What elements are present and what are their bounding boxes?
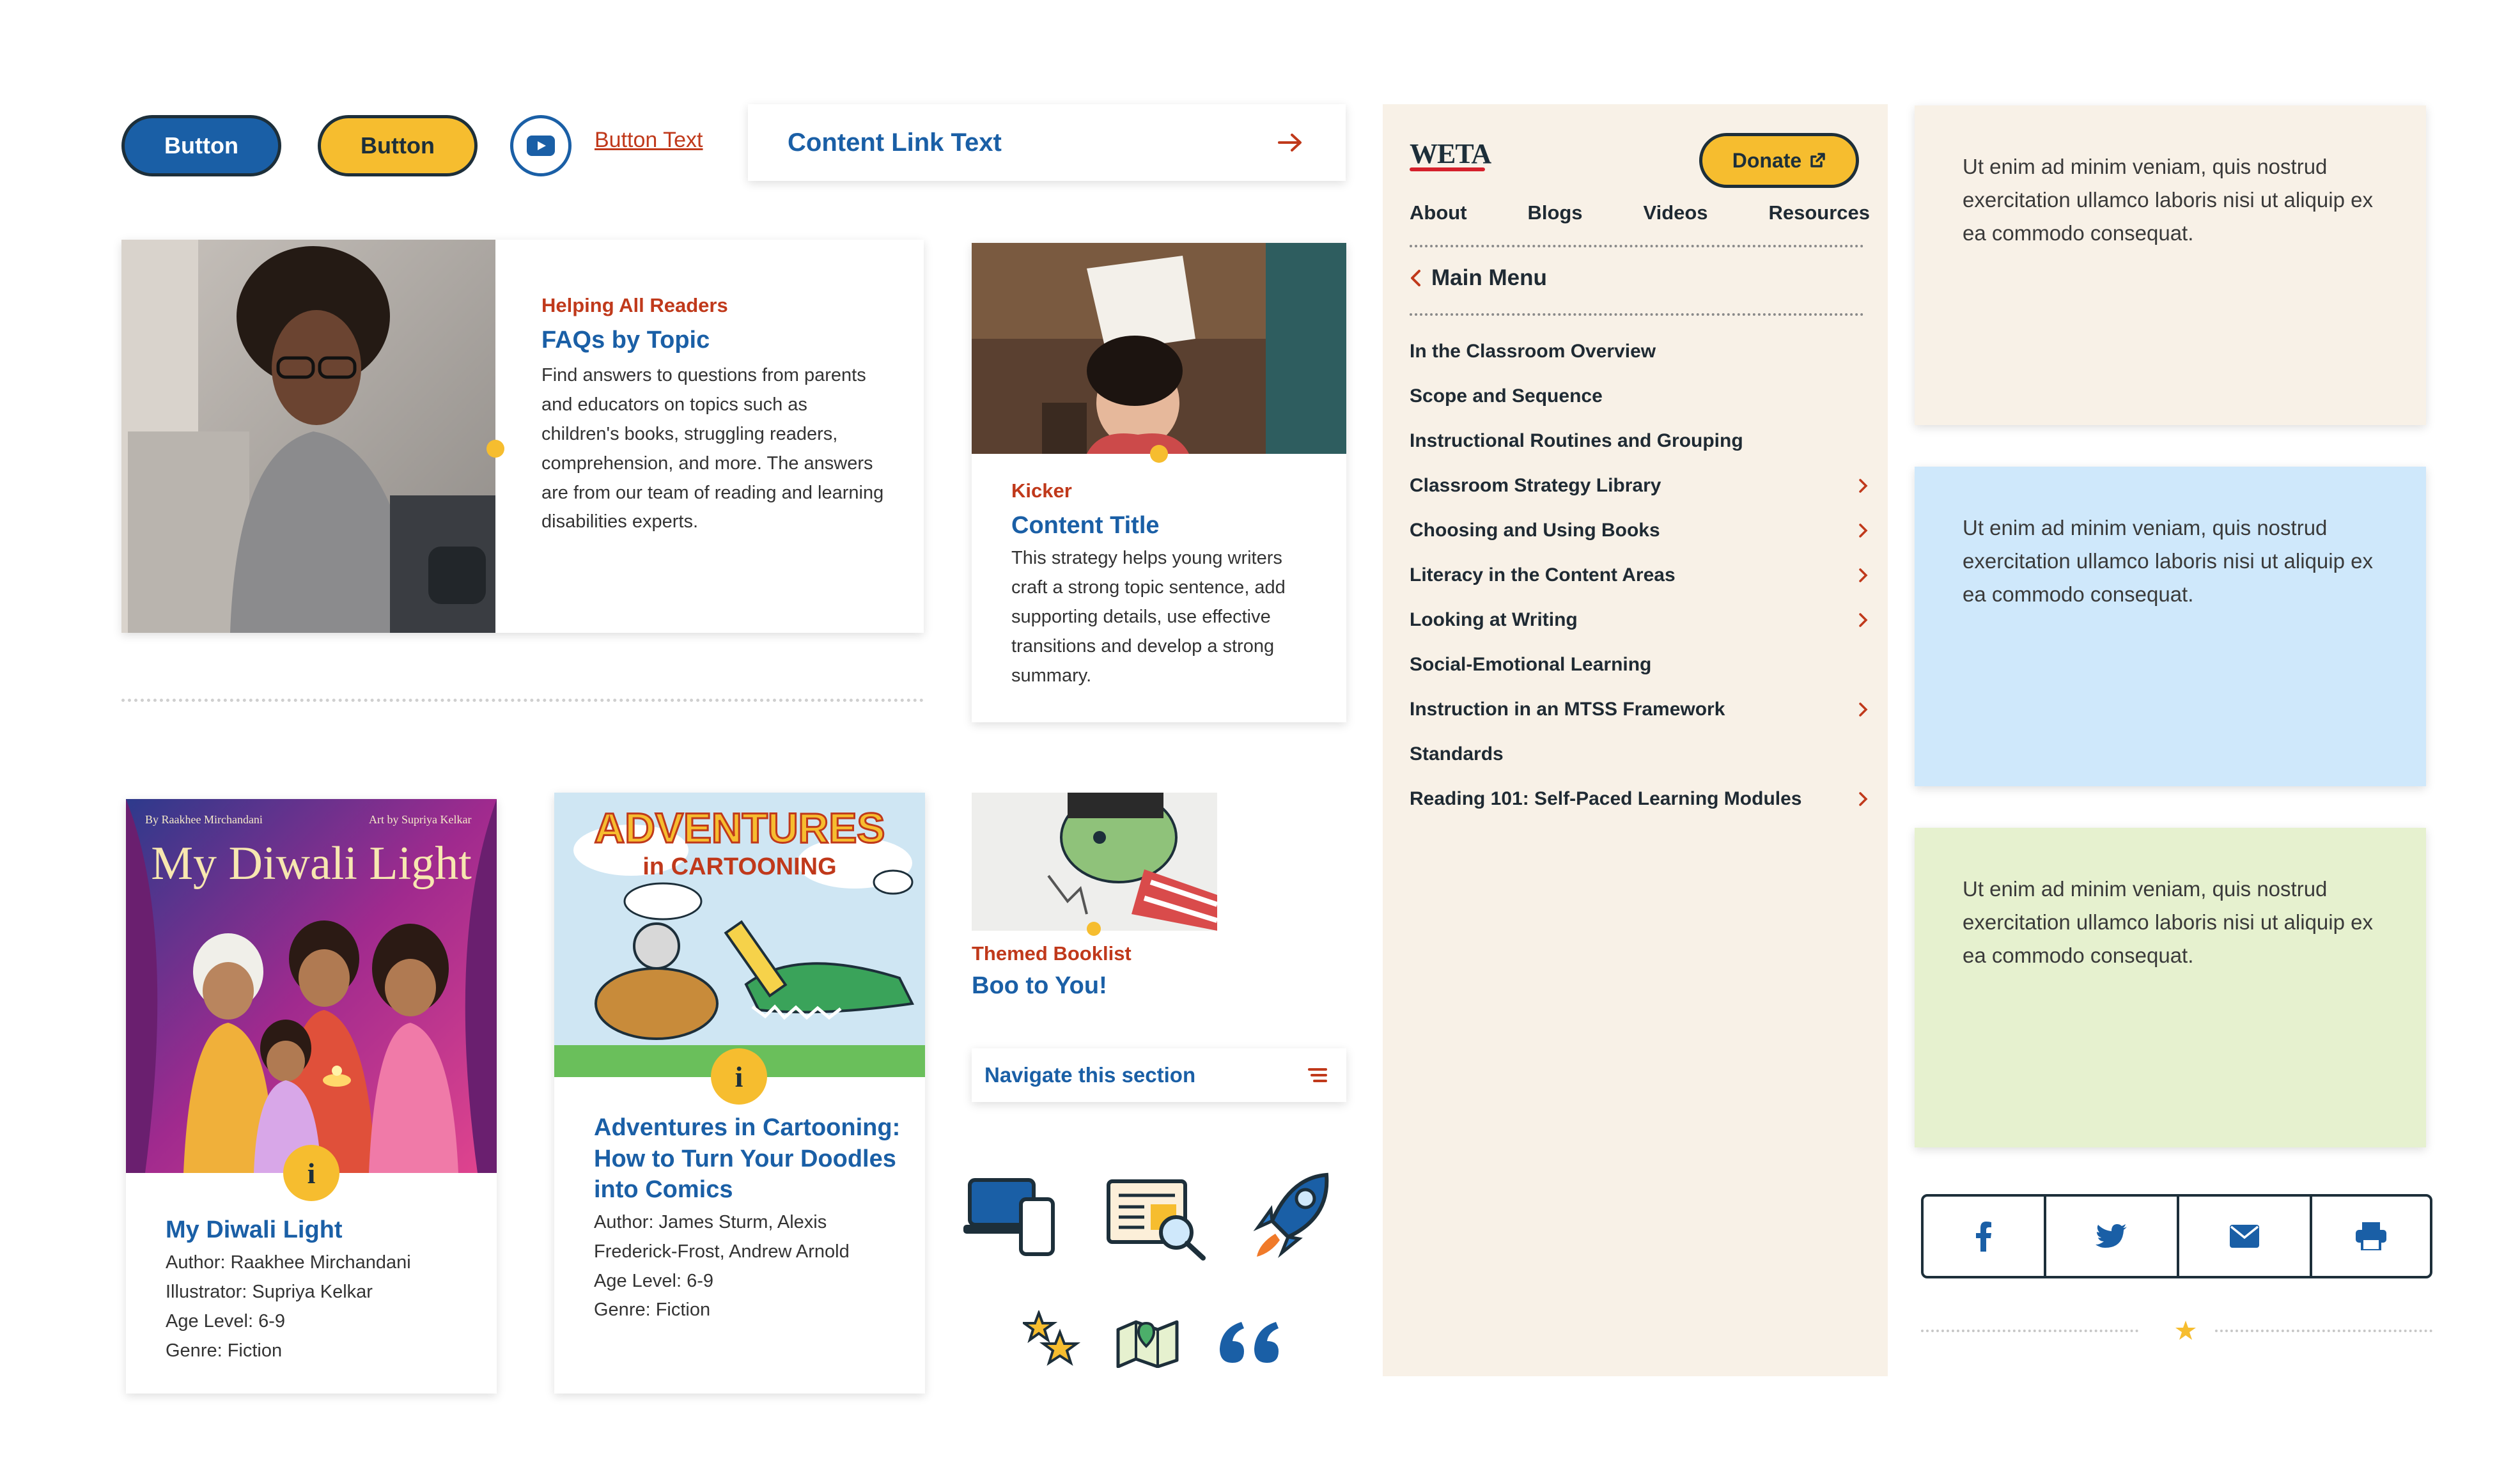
faq-body: Find answers to questions from parents and educators on topics such as children's books, struggling readers, comprehension, and more. The answers are from our team of reading and learning disabilities experts. [541,365,884,532]
share-facebook[interactable] [1924,1197,2046,1276]
book-card[interactable] [126,799,497,1394]
content-link[interactable] [748,104,1346,181]
menu-item[interactable]: Instruction in an MTSS Framework [1410,699,1870,720]
cover-byline-right: Art by Supriya Kelkar [369,813,472,826]
facebook-icon [1975,1221,1993,1252]
top-link-blogs[interactable]: Blogs [1527,201,1583,224]
video-play-icon [527,136,555,156]
share-bar [1921,1194,2432,1278]
cover-byline-left: By Raakhee Mirchandani [145,813,263,826]
faq-kicker: Helping All Readers [541,294,728,316]
newspaper-search-icon [1106,1175,1208,1261]
chevron-right-icon [1856,479,1870,493]
menu-item[interactable]: Instructional Routines and Grouping [1410,430,1743,451]
list-menu-icon [1308,1068,1327,1083]
top-link-resources[interactable]: Resources [1768,201,1870,224]
star-divider-line [1921,1330,2138,1332]
image-accent-dot [1087,922,1101,936]
book-age: Age Level: 6-9 [166,1311,286,1332]
content-kicker: Kicker [1011,479,1072,502]
primary-button[interactable]: Button [121,115,281,176]
booklist-title[interactable]: Boo to You! [972,972,1107,999]
book-card[interactable] [554,793,925,1394]
text-button[interactable]: Button Text [595,128,703,152]
section-divider [121,699,924,702]
back-label: Main Menu [1431,265,1547,290]
callout-green [1915,828,2426,1147]
share-email[interactable] [2179,1197,2312,1276]
donate-label: Donate [1732,148,1802,172]
menu-item[interactable]: Social-Emotional Learning [1410,654,1652,675]
weta-logo[interactable]: WETA [1410,137,1491,171]
content-card[interactable] [972,243,1346,722]
top-link-about[interactable]: About [1410,201,1467,224]
email-icon [2230,1225,2259,1248]
menu-item[interactable]: Classroom Strategy Library [1410,475,1870,497]
secondary-button[interactable]: Button [318,115,478,176]
chevron-right-icon [1856,568,1870,582]
chevron-right-icon [1856,703,1870,717]
callout-beige [1915,105,2426,425]
faq-card[interactable] [121,240,924,633]
arrow-right-icon [1278,132,1303,153]
stars-icon [1023,1310,1080,1368]
chevron-right-icon [1856,524,1870,538]
menu-item[interactable]: Looking at Writing [1410,609,1870,631]
book-author: Author: James Sturm, Alexis Frederick-Frost, Andrew Arnold [594,1211,850,1262]
book-genre: Genre: Fiction [166,1340,283,1361]
top-link-videos[interactable]: Videos [1643,201,1708,224]
menu-item[interactable]: Choosing and Using Books [1410,520,1870,541]
book-genre: Genre: Fiction [594,1300,711,1321]
devices-icon [962,1175,1058,1258]
menu-divider [1410,245,1863,247]
mobile-menu-panel [1383,104,1888,1376]
cover-title-bottom: in CARTOONING [642,853,837,880]
twitter-icon [2096,1223,2127,1249]
rocket-icon [1253,1170,1336,1259]
callout-text: Ut enim ad minim veniam, quis nostrud exercitation ullamco laboris nisi ut aliquip ex ea commodo consequat. [1963,155,2373,245]
image-accent-dot [486,440,504,458]
menu-divider [1410,313,1863,316]
top-links [1410,201,1870,224]
callout-text: Ut enim ad minim veniam, quis nostrud exercitation ullamco laboris nisi ut aliquip ex ea commodo consequat. [1963,877,2373,968]
back-to-main-menu[interactable] [1410,265,1547,291]
content-link-label: Content Link Text [788,128,1002,157]
menu-item[interactable]: Reading 101: Self-Paced Learning Modules [1410,788,1870,810]
section-nav-toggle[interactable] [972,1048,1346,1102]
menu-item[interactable]: In the Classroom Overview [1410,341,1656,362]
callout-text: Ut enim ad minim veniam, quis nostrud exercitation ullamco laboris nisi ut aliquip ex ea commodo consequat. [1963,516,2373,607]
star-divider-line [2215,1330,2432,1332]
chevron-left-icon [1410,269,1421,287]
image-accent-dot [1150,445,1168,463]
book-title[interactable]: My Diwali Light [166,1216,343,1243]
map-icon [1116,1317,1179,1368]
faq-card-image [121,240,495,633]
share-print[interactable] [2312,1197,2430,1276]
chevron-right-icon [1856,613,1870,627]
booklist-kicker: Themed Booklist [972,942,1132,965]
star-icon [2175,1320,2197,1342]
booklist-image [972,793,1217,931]
content-title[interactable]: Content Title [1011,512,1160,539]
cover-title-top: ADVENTURES [594,804,885,851]
content-card-image [972,243,1346,454]
donate-button[interactable] [1699,133,1859,188]
info-icon[interactable]: i [283,1145,339,1201]
book-cover-cartooning [554,793,925,1077]
quote-icon [1215,1317,1282,1368]
themed-booklist[interactable] [972,793,1217,1002]
book-illustrator: Illustrator: Supriya Kelkar [166,1282,373,1303]
book-age: Age Level: 6-9 [594,1270,714,1291]
cover-title: My Diwali Light [151,837,472,890]
print-icon [2356,1222,2386,1250]
menu-item[interactable]: Scope and Sequence [1410,385,1603,407]
book-title[interactable]: Adventures in Cartooning: How to Turn Your Doodles into Comics [594,1114,901,1204]
video-icon-button[interactable] [510,115,572,176]
section-nav-label: Navigate this section [984,1063,1196,1087]
callout-blue [1915,467,2426,786]
menu-item[interactable]: Standards [1410,743,1504,765]
info-icon[interactable]: i [711,1048,767,1105]
chevron-right-icon [1856,792,1870,806]
external-link-icon [1809,152,1826,169]
content-body: This strategy helps young writers craft a strong topic sentence, add supporting details, use effective transitions and develop a strong summary. [1011,548,1286,686]
share-twitter[interactable] [2046,1197,2179,1276]
menu-item[interactable]: Literacy in the Content Areas [1410,564,1870,586]
book-author: Author: Raakhee Mirchandani [166,1252,411,1273]
faq-title[interactable]: FAQs by Topic [541,327,710,353]
book-cover-diwali [126,799,497,1173]
